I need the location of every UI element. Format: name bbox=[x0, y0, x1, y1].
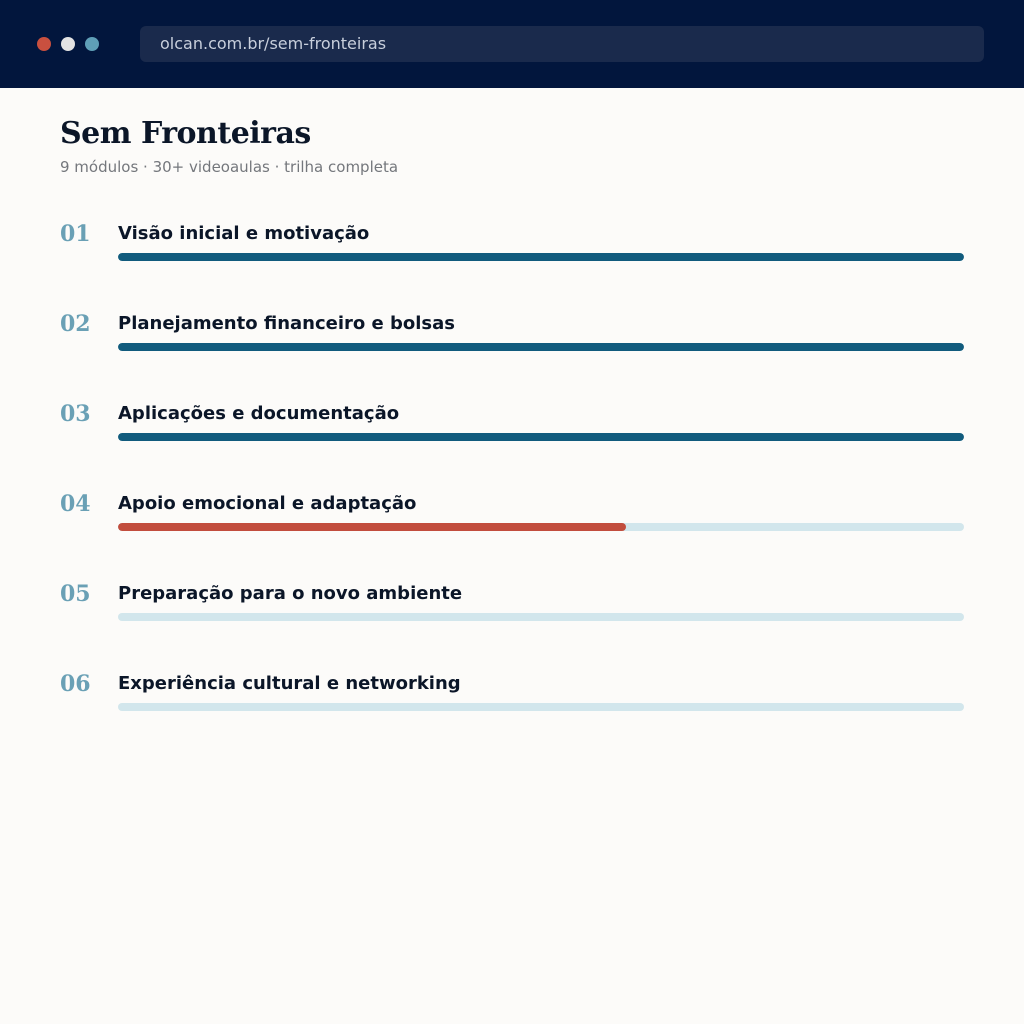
module-title[interactable]: Visão inicial e motivação bbox=[118, 223, 370, 244]
module-number: 03 bbox=[60, 401, 91, 427]
module-progress-track bbox=[118, 613, 964, 621]
module-title[interactable]: Planejamento financeiro e bolsas bbox=[118, 313, 456, 334]
module-number: 01 bbox=[60, 221, 91, 247]
module-number: 05 bbox=[60, 581, 91, 607]
module-number: 04 bbox=[60, 491, 91, 517]
module-item[interactable] bbox=[0, 310, 1024, 370]
module-item[interactable] bbox=[0, 580, 1024, 640]
module-progress-track bbox=[118, 433, 964, 441]
close-window-icon[interactable] bbox=[37, 37, 51, 51]
module-progress-track bbox=[118, 703, 964, 711]
minimize-window-icon[interactable] bbox=[61, 37, 75, 51]
module-progress-track bbox=[118, 253, 964, 261]
page-title: Sem Fronteiras bbox=[60, 116, 311, 151]
module-title[interactable]: Experiência cultural e networking bbox=[118, 673, 461, 694]
module-title[interactable]: Aplicações e documentação bbox=[118, 403, 400, 424]
module-progress-fill bbox=[118, 433, 964, 441]
module-item[interactable] bbox=[0, 490, 1024, 550]
module-item[interactable] bbox=[0, 670, 1024, 730]
browser-toolbar bbox=[0, 0, 1024, 88]
address-bar[interactable]: olcan.com.br/sem-fronteiras bbox=[140, 26, 984, 62]
maximize-window-icon[interactable] bbox=[85, 37, 99, 51]
module-title[interactable]: Apoio emocional e adaptação bbox=[118, 493, 417, 514]
module-item[interactable] bbox=[0, 400, 1024, 460]
module-title[interactable]: Preparação para o novo ambiente bbox=[118, 583, 463, 604]
module-progress-track bbox=[118, 523, 964, 531]
module-progress-track bbox=[118, 343, 964, 351]
module-progress-fill bbox=[118, 523, 626, 531]
module-progress-fill bbox=[118, 343, 964, 351]
module-number: 06 bbox=[60, 671, 91, 697]
module-number: 02 bbox=[60, 311, 91, 337]
page-subtitle: 9 módulos · 30+ videoaulas · trilha completa bbox=[60, 158, 399, 176]
module-progress-fill bbox=[118, 253, 964, 261]
module-item[interactable] bbox=[0, 220, 1024, 280]
